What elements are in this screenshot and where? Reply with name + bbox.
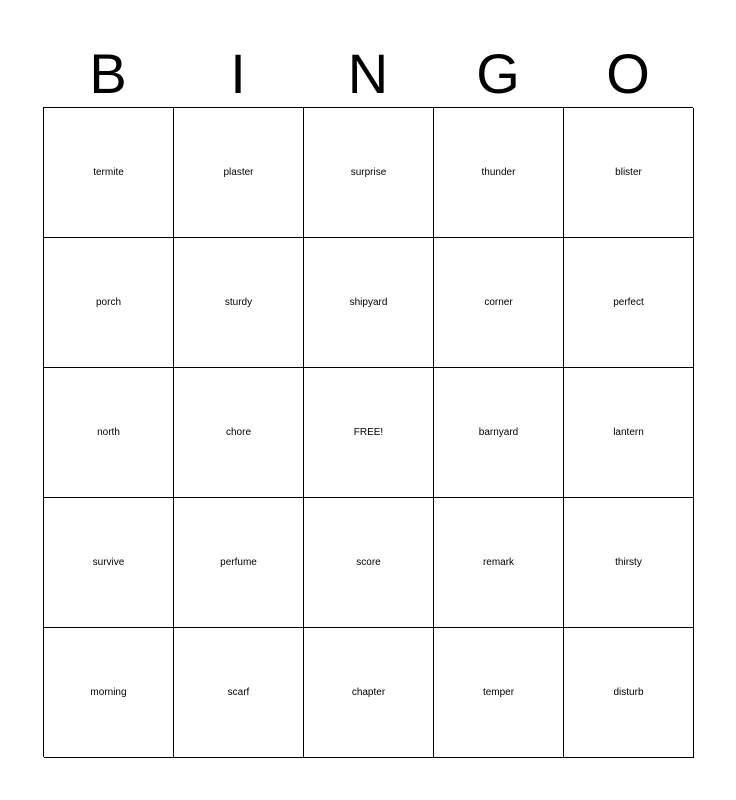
bingo-cell: perfume [174, 498, 304, 628]
bingo-cell: barnyard [434, 368, 564, 498]
bingo-cell: sturdy [174, 238, 304, 368]
bingo-header [43, 40, 693, 108]
header-letter-i: I [230, 42, 246, 105]
bingo-cell: thunder [434, 108, 564, 238]
bingo-cell: surprise [304, 108, 434, 238]
bingo-cell: score [304, 498, 434, 628]
bingo-cell: north [44, 368, 174, 498]
bingo-cell: porch [44, 238, 174, 368]
bingo-cell: chapter [304, 628, 434, 758]
bingo-cell: chore [174, 368, 304, 498]
bingo-cell: perfect [564, 238, 694, 368]
bingo-cell: corner [434, 238, 564, 368]
bingo-cell: scarf [174, 628, 304, 758]
bingo-cell: blister [564, 108, 694, 238]
bingo-cell: lantern [564, 368, 694, 498]
bingo-cell: plaster [174, 108, 304, 238]
bingo-cell: morning [44, 628, 174, 758]
bingo-board [43, 107, 693, 757]
bingo-cell: termite [44, 108, 174, 238]
header-letter-g: G [476, 42, 520, 105]
header-letter-o: O [606, 42, 650, 105]
bingo-cell: survive [44, 498, 174, 628]
bingo-cell: shipyard [304, 238, 434, 368]
free-space-cell: FREE! [304, 368, 434, 498]
bingo-cell: remark [434, 498, 564, 628]
header-letter-b: B [89, 42, 127, 105]
bingo-cell: disturb [564, 628, 694, 758]
bingo-cell: temper [434, 628, 564, 758]
header-letter-n: N [347, 42, 389, 105]
bingo-cell: thirsty [564, 498, 694, 628]
